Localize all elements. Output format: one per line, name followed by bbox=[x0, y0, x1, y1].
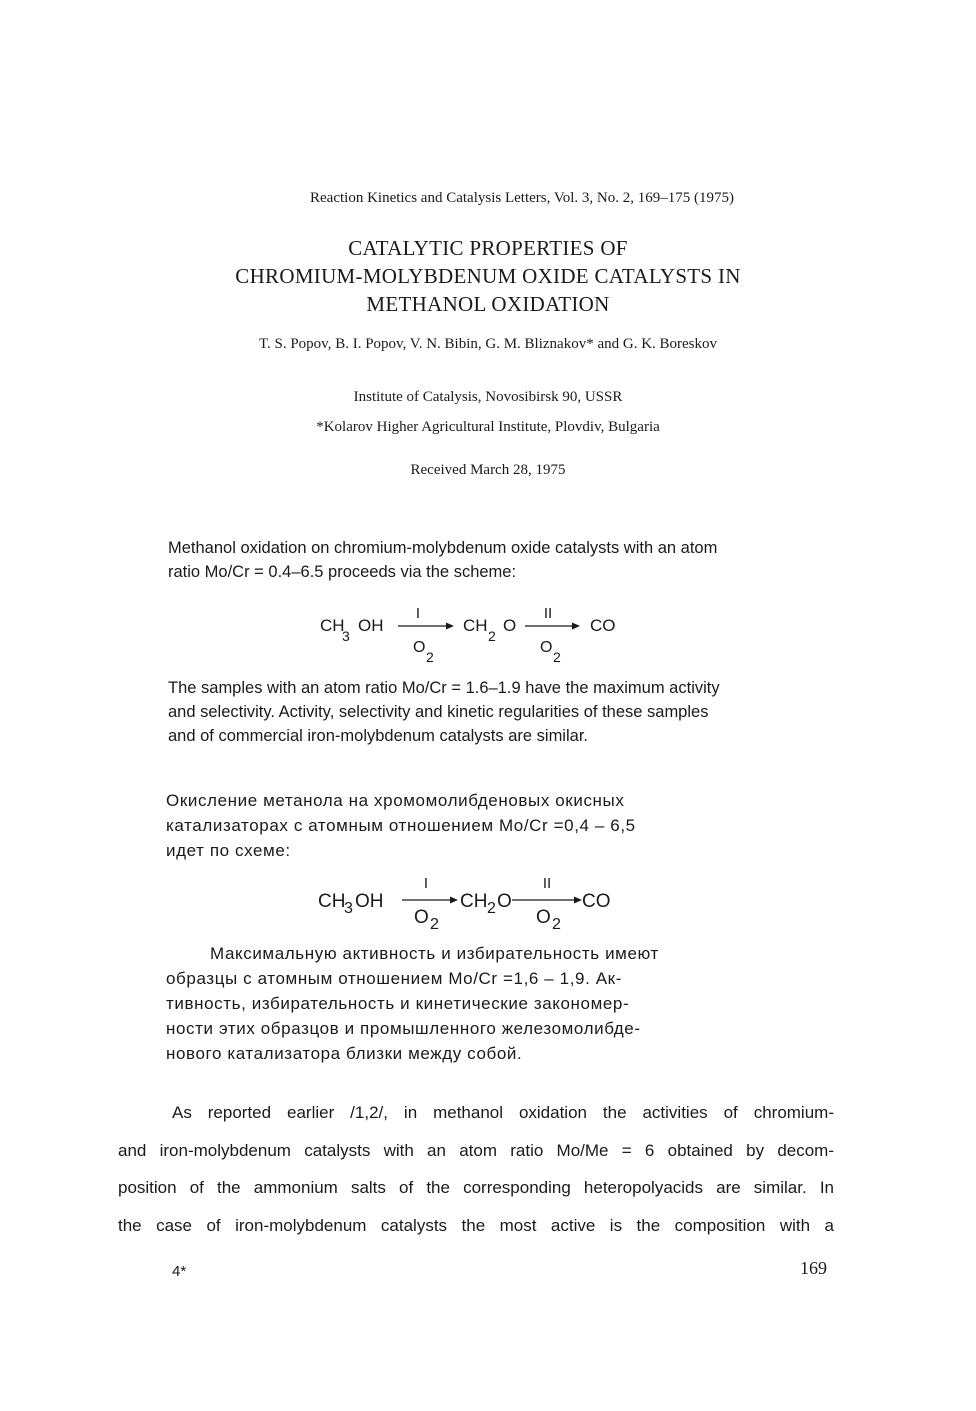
ru-scheme-step-2-label: II bbox=[542, 875, 552, 892]
abstract-en-conclusion-line-1: The samples with an atom ratio Mo/Cr = 1.6–1.9 have the maximum activity bbox=[168, 679, 720, 697]
scheme-intermediate-sub: 2 bbox=[488, 628, 496, 644]
affiliation-1: Institute of Catalysis, Novosibirsk 90, USSR bbox=[353, 389, 623, 405]
abstract-en-line-2: ratio Mo/Cr = 0.4–6.5 proceeds via the scheme: bbox=[168, 563, 517, 581]
affiliation-2: *Kolarov Higher Agricultural Institute, Plovdiv, Bulgaria bbox=[316, 419, 660, 435]
scheme-reactant: CH bbox=[320, 616, 345, 635]
title-line-1: CATALYTIC PROPERTIES OF bbox=[348, 236, 628, 260]
ru-scheme-oxidant-2: O bbox=[536, 907, 551, 928]
scheme-arrowhead-1 bbox=[446, 623, 454, 630]
scheme-oxidant-1: O bbox=[413, 639, 426, 656]
body-line-3: position of the ammonium salts of the corresponding heteropolyacids are similar. In bbox=[118, 1178, 834, 1197]
page-number: 169 bbox=[800, 1258, 827, 1278]
journal-reference: Reaction Kinetics and Catalysis Letters, Vol. 3, No. 2, 169–175 (1975) bbox=[310, 190, 734, 206]
abstract-ru-conclusion-line-1: Максимальную активность и избирательность имеют bbox=[210, 944, 659, 963]
abstract-en-line-1: Methanol oxidation on chromium-molybdenum oxide catalysts with an atom bbox=[168, 539, 718, 557]
reaction-scheme-en bbox=[310, 596, 640, 668]
abstract-ru-line-2: катализаторах с атомным отношением Mo/Cr =0,4 – 6,5 bbox=[166, 816, 636, 835]
ru-scheme-reactant: CH bbox=[318, 891, 346, 912]
scheme-reactant-sub: 3 bbox=[342, 628, 350, 644]
scheme-oxidant-2-sub: 2 bbox=[553, 649, 561, 665]
ru-scheme-intermediate: CH bbox=[460, 891, 488, 912]
reaction-scheme-ru bbox=[310, 866, 640, 934]
scheme-step-2-label: II bbox=[543, 605, 553, 622]
abstract-ru-line-1: Окисление метанола на хромомолибденовых окисных bbox=[166, 791, 625, 810]
scheme-reactant-tail: OH bbox=[358, 616, 384, 635]
abstract-en-conclusion-line-3: and of commercial iron-molybdenum catalysts are similar. bbox=[168, 727, 588, 745]
abstract-ru-intro bbox=[166, 788, 826, 863]
ru-scheme-oxidant-1: O bbox=[414, 907, 429, 928]
scheme-product: CO bbox=[590, 616, 616, 635]
ru-scheme-reactant-tail: OH bbox=[355, 891, 384, 912]
body-line-4: the case of iron-molybdenum catalysts the most active is the composition with a bbox=[118, 1215, 834, 1235]
scheme-oxidant-2: O bbox=[540, 639, 553, 656]
ru-scheme-reactant-sub: 3 bbox=[344, 900, 353, 917]
abstract-ru-conclusion-line-2: образцы с атомным отношением Mo/Cr =1,6 – 1,9. Ак- bbox=[166, 969, 622, 988]
ru-scheme-arrowhead-2 bbox=[574, 897, 582, 904]
title-line-2: CHROMIUM-MOLYBDENUM OXIDE CATALYSTS IN bbox=[235, 264, 741, 288]
abstract-en-intro bbox=[168, 536, 858, 584]
body-paragraph bbox=[118, 1094, 834, 1244]
scheme-arrowhead-2 bbox=[572, 623, 580, 630]
ru-scheme-intermediate-sub: 2 bbox=[487, 900, 496, 917]
ru-scheme-arrowhead-1 bbox=[450, 897, 458, 904]
body-line-2: and iron-molybdenum catalysts with an atom ratio Mo/Me = 6 obtained by decom- bbox=[118, 1140, 834, 1160]
scheme-intermediate: CH bbox=[463, 616, 488, 635]
ru-scheme-step-1-label: I bbox=[423, 875, 429, 892]
ru-scheme-oxidant-1-sub: 2 bbox=[430, 916, 439, 933]
abstract-ru-conclusion-line-5: нового катализатора близки между собой. bbox=[166, 1044, 523, 1063]
scheme-intermediate-tail: O bbox=[503, 616, 517, 635]
abstract-ru-conclusion-line-3: тивность, избирательность и кинетические закономер- bbox=[166, 994, 630, 1013]
title-line-3: METHANOL OXIDATION bbox=[366, 292, 610, 316]
received-date: Received March 28, 1975 bbox=[410, 462, 566, 478]
body-line-1: As reported earlier /1,2/, in methanol oxidation the activities of chromium- bbox=[172, 1103, 834, 1122]
abstract-ru-conclusion bbox=[166, 941, 826, 1066]
scheme-oxidant-1-sub: 2 bbox=[426, 649, 434, 665]
footer-signature-mark: 4* bbox=[172, 1263, 187, 1280]
author-list: T. S. Popov, B. I. Popov, V. N. Bibin, G. M. Bliznakov* and G. K. Boreskov bbox=[258, 336, 718, 352]
ru-scheme-product: CO bbox=[582, 891, 611, 912]
abstract-ru-conclusion-line-4: ности этих образцов и промышленного железомолибде- bbox=[166, 1019, 641, 1038]
ru-scheme-intermediate-tail: O bbox=[497, 891, 512, 912]
abstract-en-conclusion bbox=[168, 676, 858, 748]
ru-scheme-oxidant-2-sub: 2 bbox=[552, 916, 561, 933]
abstract-en-conclusion-line-2: and selectivity. Activity, selectivity and kinetic regularities of these samples bbox=[168, 703, 709, 721]
scheme-step-1-label: I bbox=[415, 605, 421, 622]
abstract-ru-line-3: идет по схеме: bbox=[166, 841, 291, 860]
